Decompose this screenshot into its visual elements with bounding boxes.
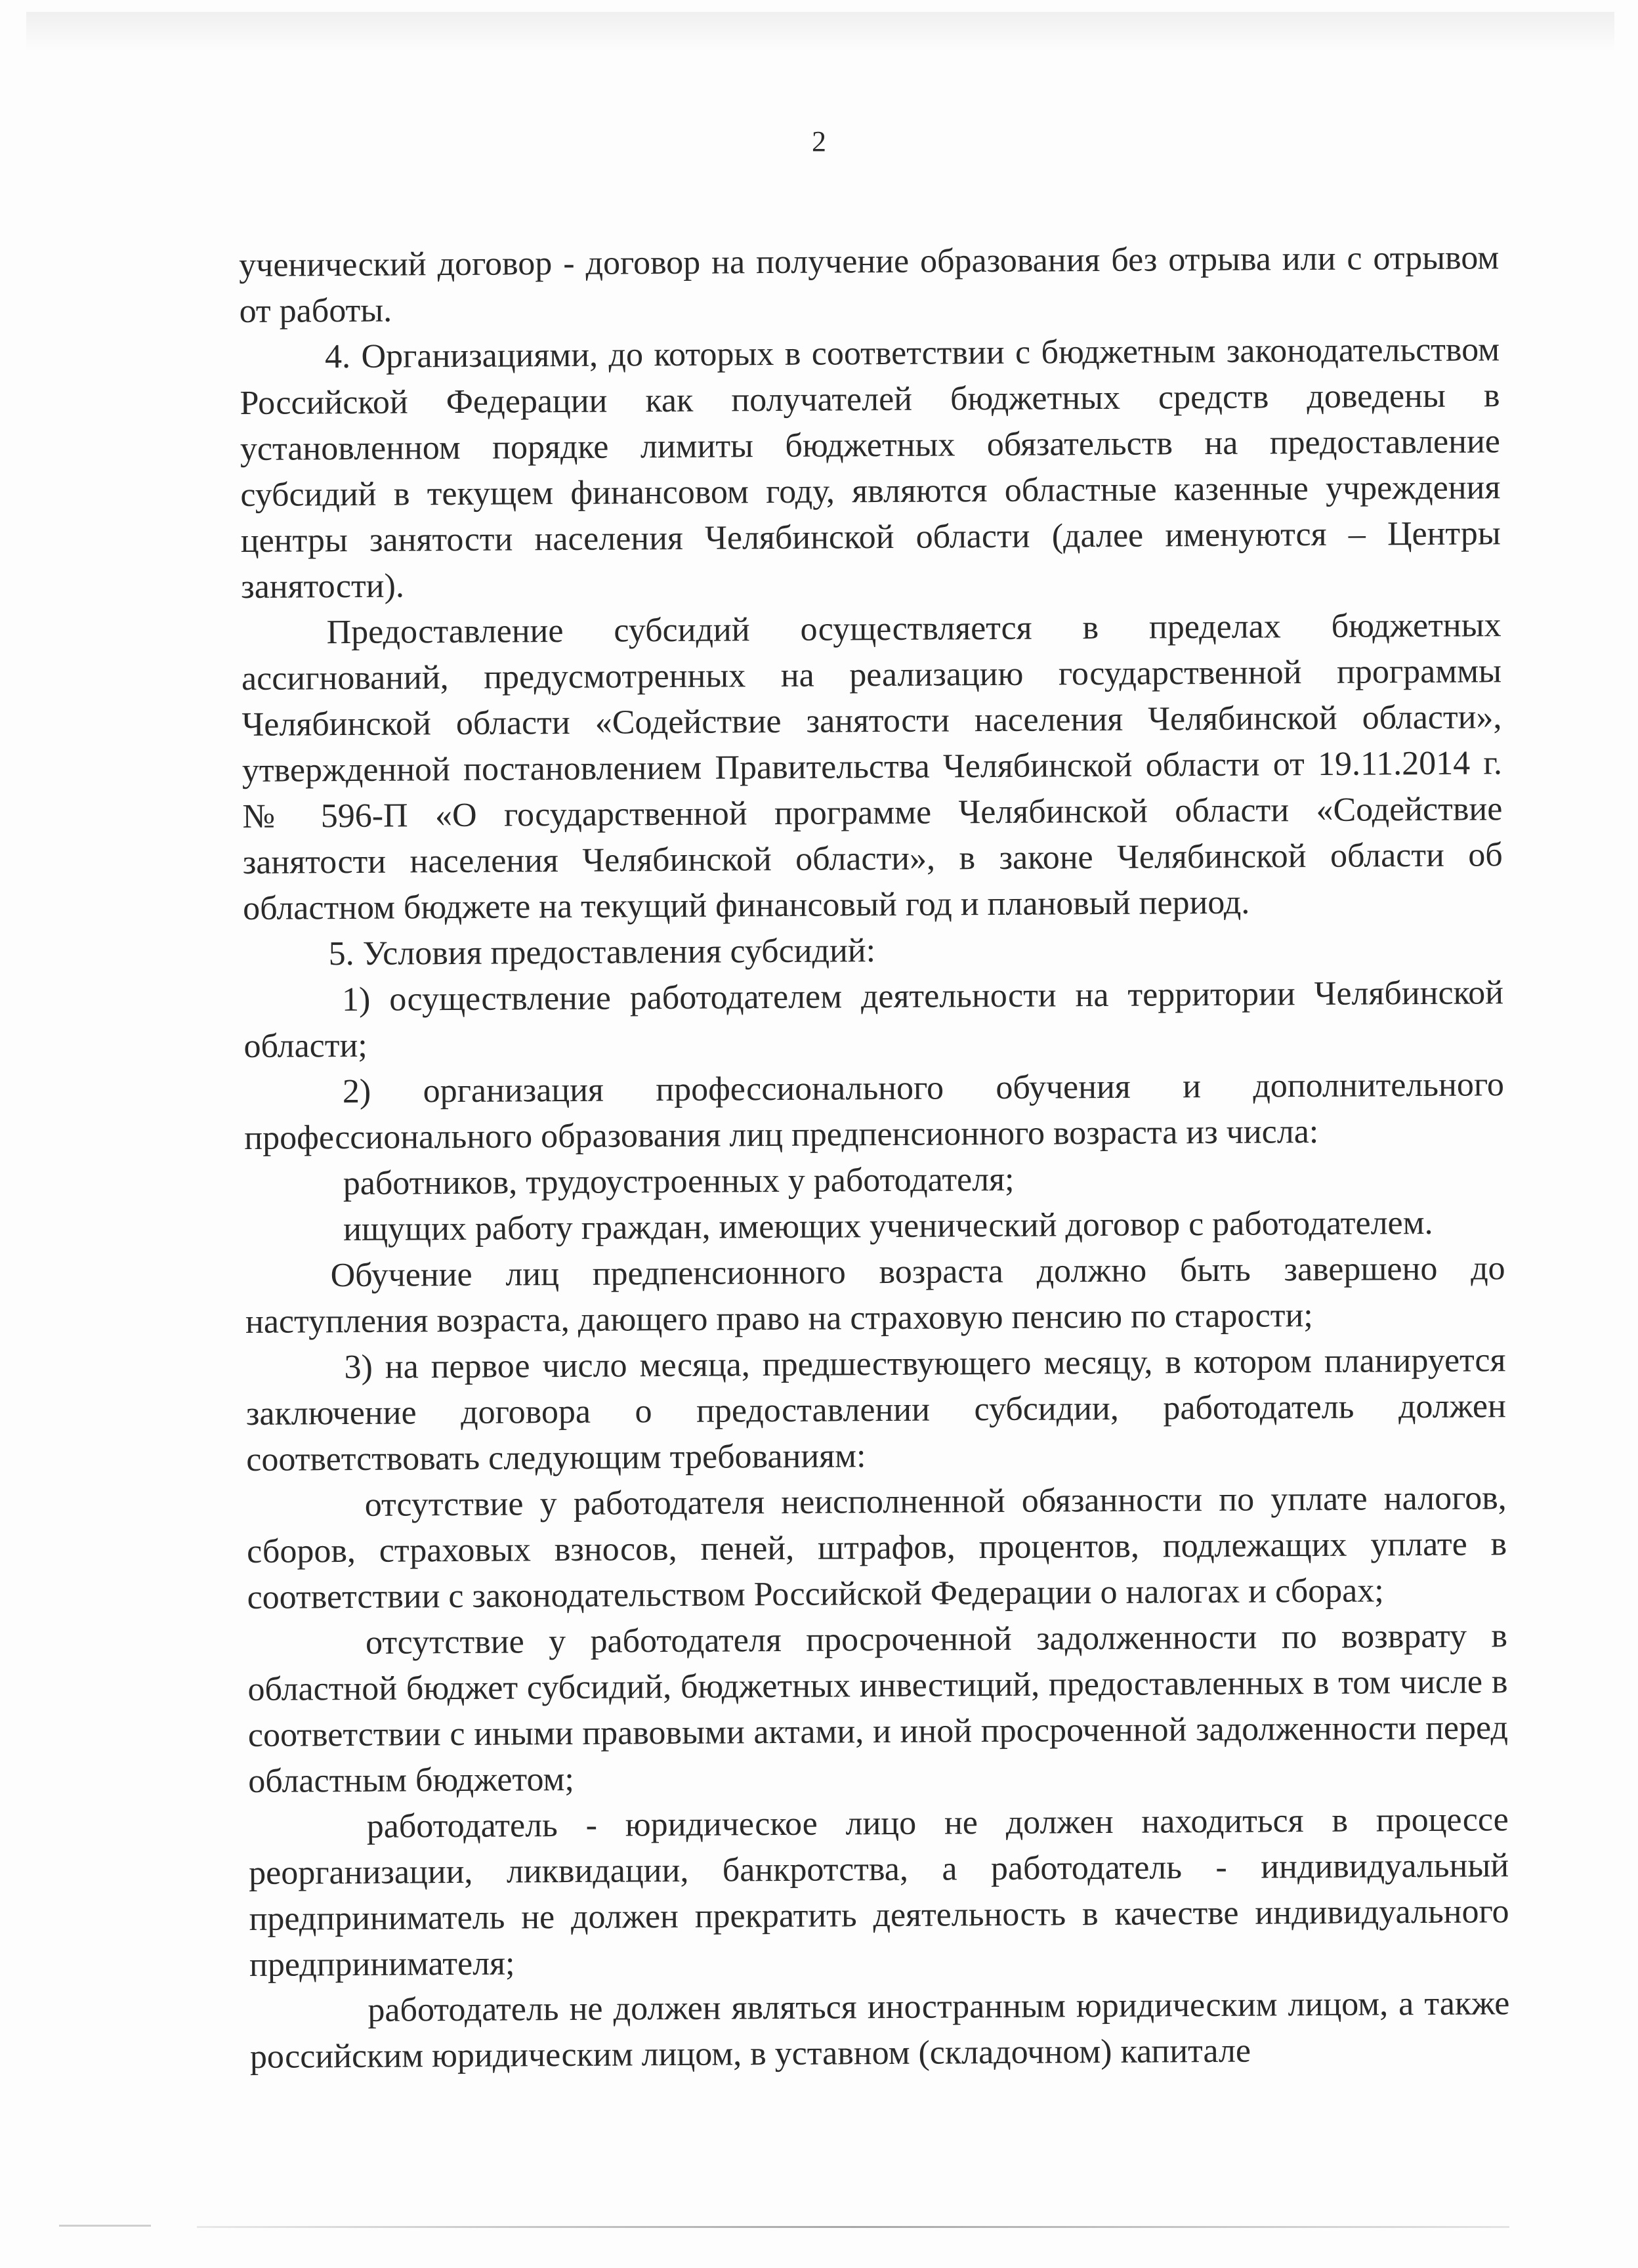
scan-bottom-line	[197, 2226, 1509, 2228]
requirement-item: работодатель - юридическое лицо не должен находиться в процессе реорганизации, ликвидации, банкротства, а работодатель - индивидуальный предприниматель не должен прекратить деятельность в качестве индивидуального предпринимателя;	[249, 1801, 1509, 1984]
paragraph: ученический договор - договор на получение образования без отрыва или с отрывом от работы.	[239, 239, 1500, 330]
paragraph: Предоставление субсидий осуществляется в пределах бюджетных ассигнований, предусмотренных на реализацию государственной программы Челябинской области «Содействие занятости населения Челябинской области», утвержденной постановлением Правительства Челябинской области от 19.11.2014 г. № 596-П «О государственной программе Челябинской области «Содействие занятости населения Челябинской области», в законе Челябинской области об областном бюджете на текущий финансовый год и плановый период.	[241, 606, 1503, 927]
document-body	[239, 235, 1510, 2080]
list-item: 3) на первое число месяца, предшествующего месяцу, в котором планируется заключение договора о предоставлении субсидии, работодатель должен соответствовать следующим требованиям:	[245, 1341, 1507, 1479]
requirement-item: отсутствие у работодателя неисполненной обязанности по уплате налогов, сборов, страховых взносов, пеней, штрафов, процентов, подлежащих уплате в соответствии с законодательством Российской Федерации о налогах и сборах;	[247, 1479, 1507, 1616]
scan-shadow	[26, 12, 1614, 51]
scan-artifact	[59, 2225, 151, 2227]
paragraph: 4. Организациями, до которых в соответствии с бюджетным законодательством Российской Федерации как получателей бюджетных средств доведены в установленном порядке лимиты бюджетных обязательств на предоставление субсидий в текущем финансовом году, являются областные казенные учреждения центры занятости населения Челябинской области (далее именуются – Центры занятости).	[240, 331, 1501, 606]
requirement-item: отсутствие у работодателя просроченной задолженности по возврату в областной бюджет субсидий, бюджетных инвестиций, предоставленных в том числе в соответствии с иными правовыми актами, и иной просроченной задолженности перед областным бюджетом;	[247, 1617, 1509, 1800]
list-item: 2) организация профессионального обучения и дополнительного профессионального образования лиц предпенсионного возраста из числа:	[244, 1066, 1505, 1157]
paragraph: 5. Условия предоставления субсидий:	[328, 932, 876, 973]
requirement-item: работодатель не должен являться иностранным юридическим лицом, а также российским юридическим лицом, в уставном (складочном) капитале	[249, 1984, 1510, 2076]
paragraph: Обучение лиц предпенсионного возраста должно быть завершено до наступления возраста, дающего право на страховую пенсию по старости;	[245, 1250, 1505, 1341]
paragraph: ищущих работу граждан, имеющих ученический договор с работодателем.	[343, 1204, 1433, 1249]
paragraph: работников, трудоустроенных у работодателя;	[343, 1160, 1015, 1203]
list-item: 1) осуществление работодателем деятельности на территории Челябинской области;	[243, 974, 1504, 1065]
page-number: 2	[812, 125, 826, 158]
